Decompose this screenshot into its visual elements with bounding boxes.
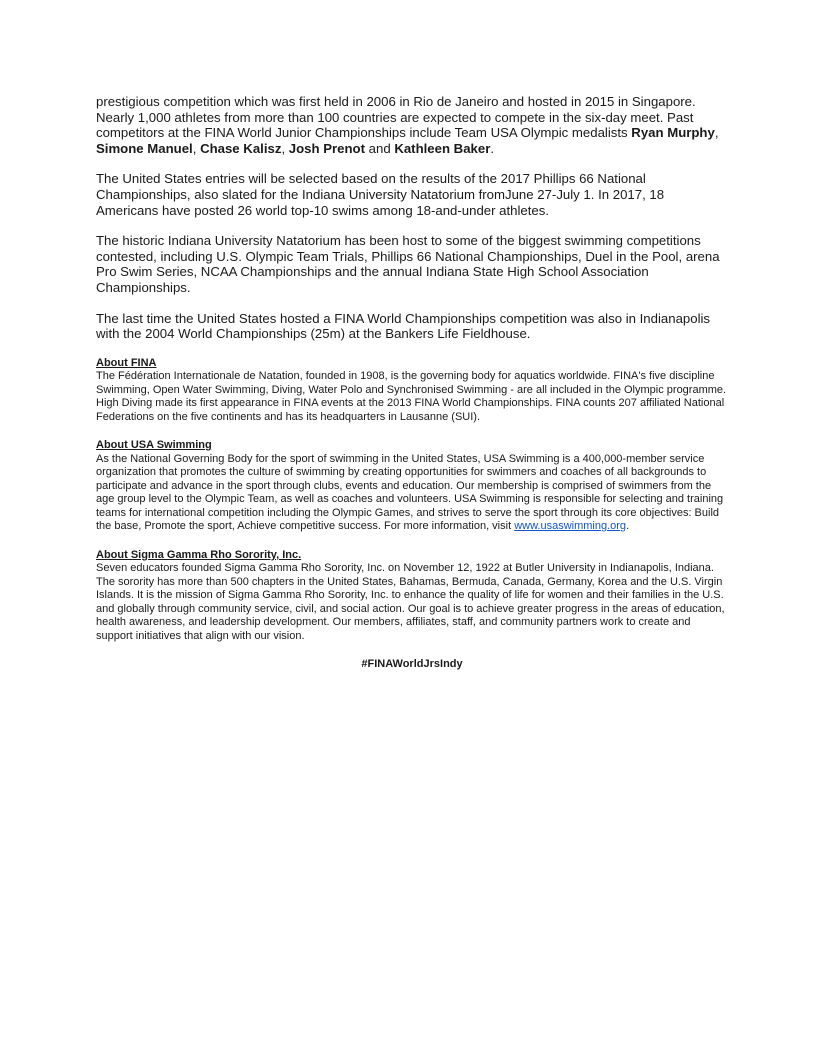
about-usa-swimming-section bbox=[96, 439, 728, 534]
usaswimming-link[interactable]: www.usaswimming.org bbox=[514, 520, 627, 533]
separator: and bbox=[364, 140, 395, 156]
separator: , bbox=[192, 140, 201, 156]
history-paragraph: The last time the United States hosted a FINA World Championships competition was also in Indianapolis with the 2004 World Championships (25m) at the Bankers Life Fieldhouse. bbox=[96, 310, 711, 342]
about-fina-heading: About FINA bbox=[96, 356, 157, 369]
athlete-name-chase-kalisz: Chase Kalisz bbox=[200, 140, 282, 156]
athlete-name-josh-prenot: Josh Prenot bbox=[288, 140, 365, 156]
period: . bbox=[626, 520, 630, 533]
about-usa-swimming-text: As the National Governing Body for the sport of swimming in the United States, USA Swimming is a 400,000-member service organization that promotes the culture of swimming by creating opportunities for swimmers and coaches of all backgrounds to participate and advance in the sport through clubs, events and education. Our membership is comprised of swimmers from the age group level to the Olympic Team, as well as coaches and volunteers. USA Swimming is responsible for selecting and training teams for international competition including the Olympic Games, and strives to serve the sport through its core objectives: Build the base, Promote the sport, Achieve competitive success. For more information, visit bbox=[96, 452, 724, 533]
athlete-name-kathleen-baker: Kathleen Baker bbox=[394, 140, 491, 156]
separator: , bbox=[714, 125, 719, 141]
about-sigma-gamma-rho-section bbox=[96, 549, 728, 644]
about-fina-body: The Fédération Internationale de Natation, founded in 1908, is the governing body for aquatics worldwide. FINA's five discipline Swimming, Open Water Swimming, Diving, Water Polo and Synchronised Swimming - are all included in the Olympic programme. High Diving made its first appearance in FINA events at the 2013 FINA World Championships. FINA counts 207 affiliated National Federations on the five continents and has its headquarters in Lausanne (SUI). bbox=[96, 370, 727, 423]
hashtag: #FINAWorldJrsIndy bbox=[361, 658, 463, 671]
separator: , bbox=[281, 140, 289, 156]
document-page bbox=[96, 94, 728, 672]
intro-text: prestigious competition which was first held in 2006 in Rio de Janeiro and hosted in 2015 in Singapore. Nearly 1,000 athletes from more than 100 countries are expected to compete in the six-day meet. Past competitors at the FINA World Junior Championships include Team USA Olympic medalists bbox=[96, 94, 696, 141]
about-usa-swimming-heading: About USA Swimming bbox=[96, 439, 212, 452]
about-sigma-gamma-rho-body: Seven educators founded Sigma Gamma Rho Sorority, Inc. on November 12, 1922 at Butler University in Indianapolis, Indiana. The sorority has more than 500 chapters in the United States, Bahamas, Bermuda, Canada, Germany, Korea and the U.S. Virgin Islands. It is the mission of Sigma Gamma Rho Sorority, Inc. to enhance the quality of life for women and their families in the U.S. and globally through community service, civil, and social action. Our goal is to achieve greater progress in the areas of education, health awareness, and leadership development. Our members, affiliates, staff, and community partners work to create and support initiatives that align with our vision. bbox=[96, 562, 725, 642]
natatorium-paragraph: The historic Indiana University Natatorium has been host to some of the biggest swimming competitions contested, including U.S. Olympic Team Trials, Phillips 66 National Championships, Duel in the Pool, arena Pro Swim Series, NCAA Championships and the annual Indiana State High School Association Championships. bbox=[96, 233, 720, 295]
about-usa-swimming-body bbox=[96, 453, 728, 534]
intro-paragraph bbox=[96, 94, 728, 156]
athlete-name-simone-manuel: Simone Manuel bbox=[96, 140, 193, 156]
about-sigma-gamma-rho-heading: About Sigma Gamma Rho Sorority, Inc. bbox=[96, 548, 302, 561]
period: . bbox=[490, 140, 495, 156]
entries-paragraph: The United States entries will be selected based on the results of the 2017 Phillips 66 National Championships, also slated for the Indiana University Natatorium fromJune 27-July 1. In 2017, 18 Americans have posted 26 world top-10 swims among 18-and-under athletes. bbox=[96, 171, 665, 218]
about-fina-section bbox=[96, 357, 728, 425]
athlete-name-ryan-murphy: Ryan Murphy bbox=[631, 125, 715, 141]
